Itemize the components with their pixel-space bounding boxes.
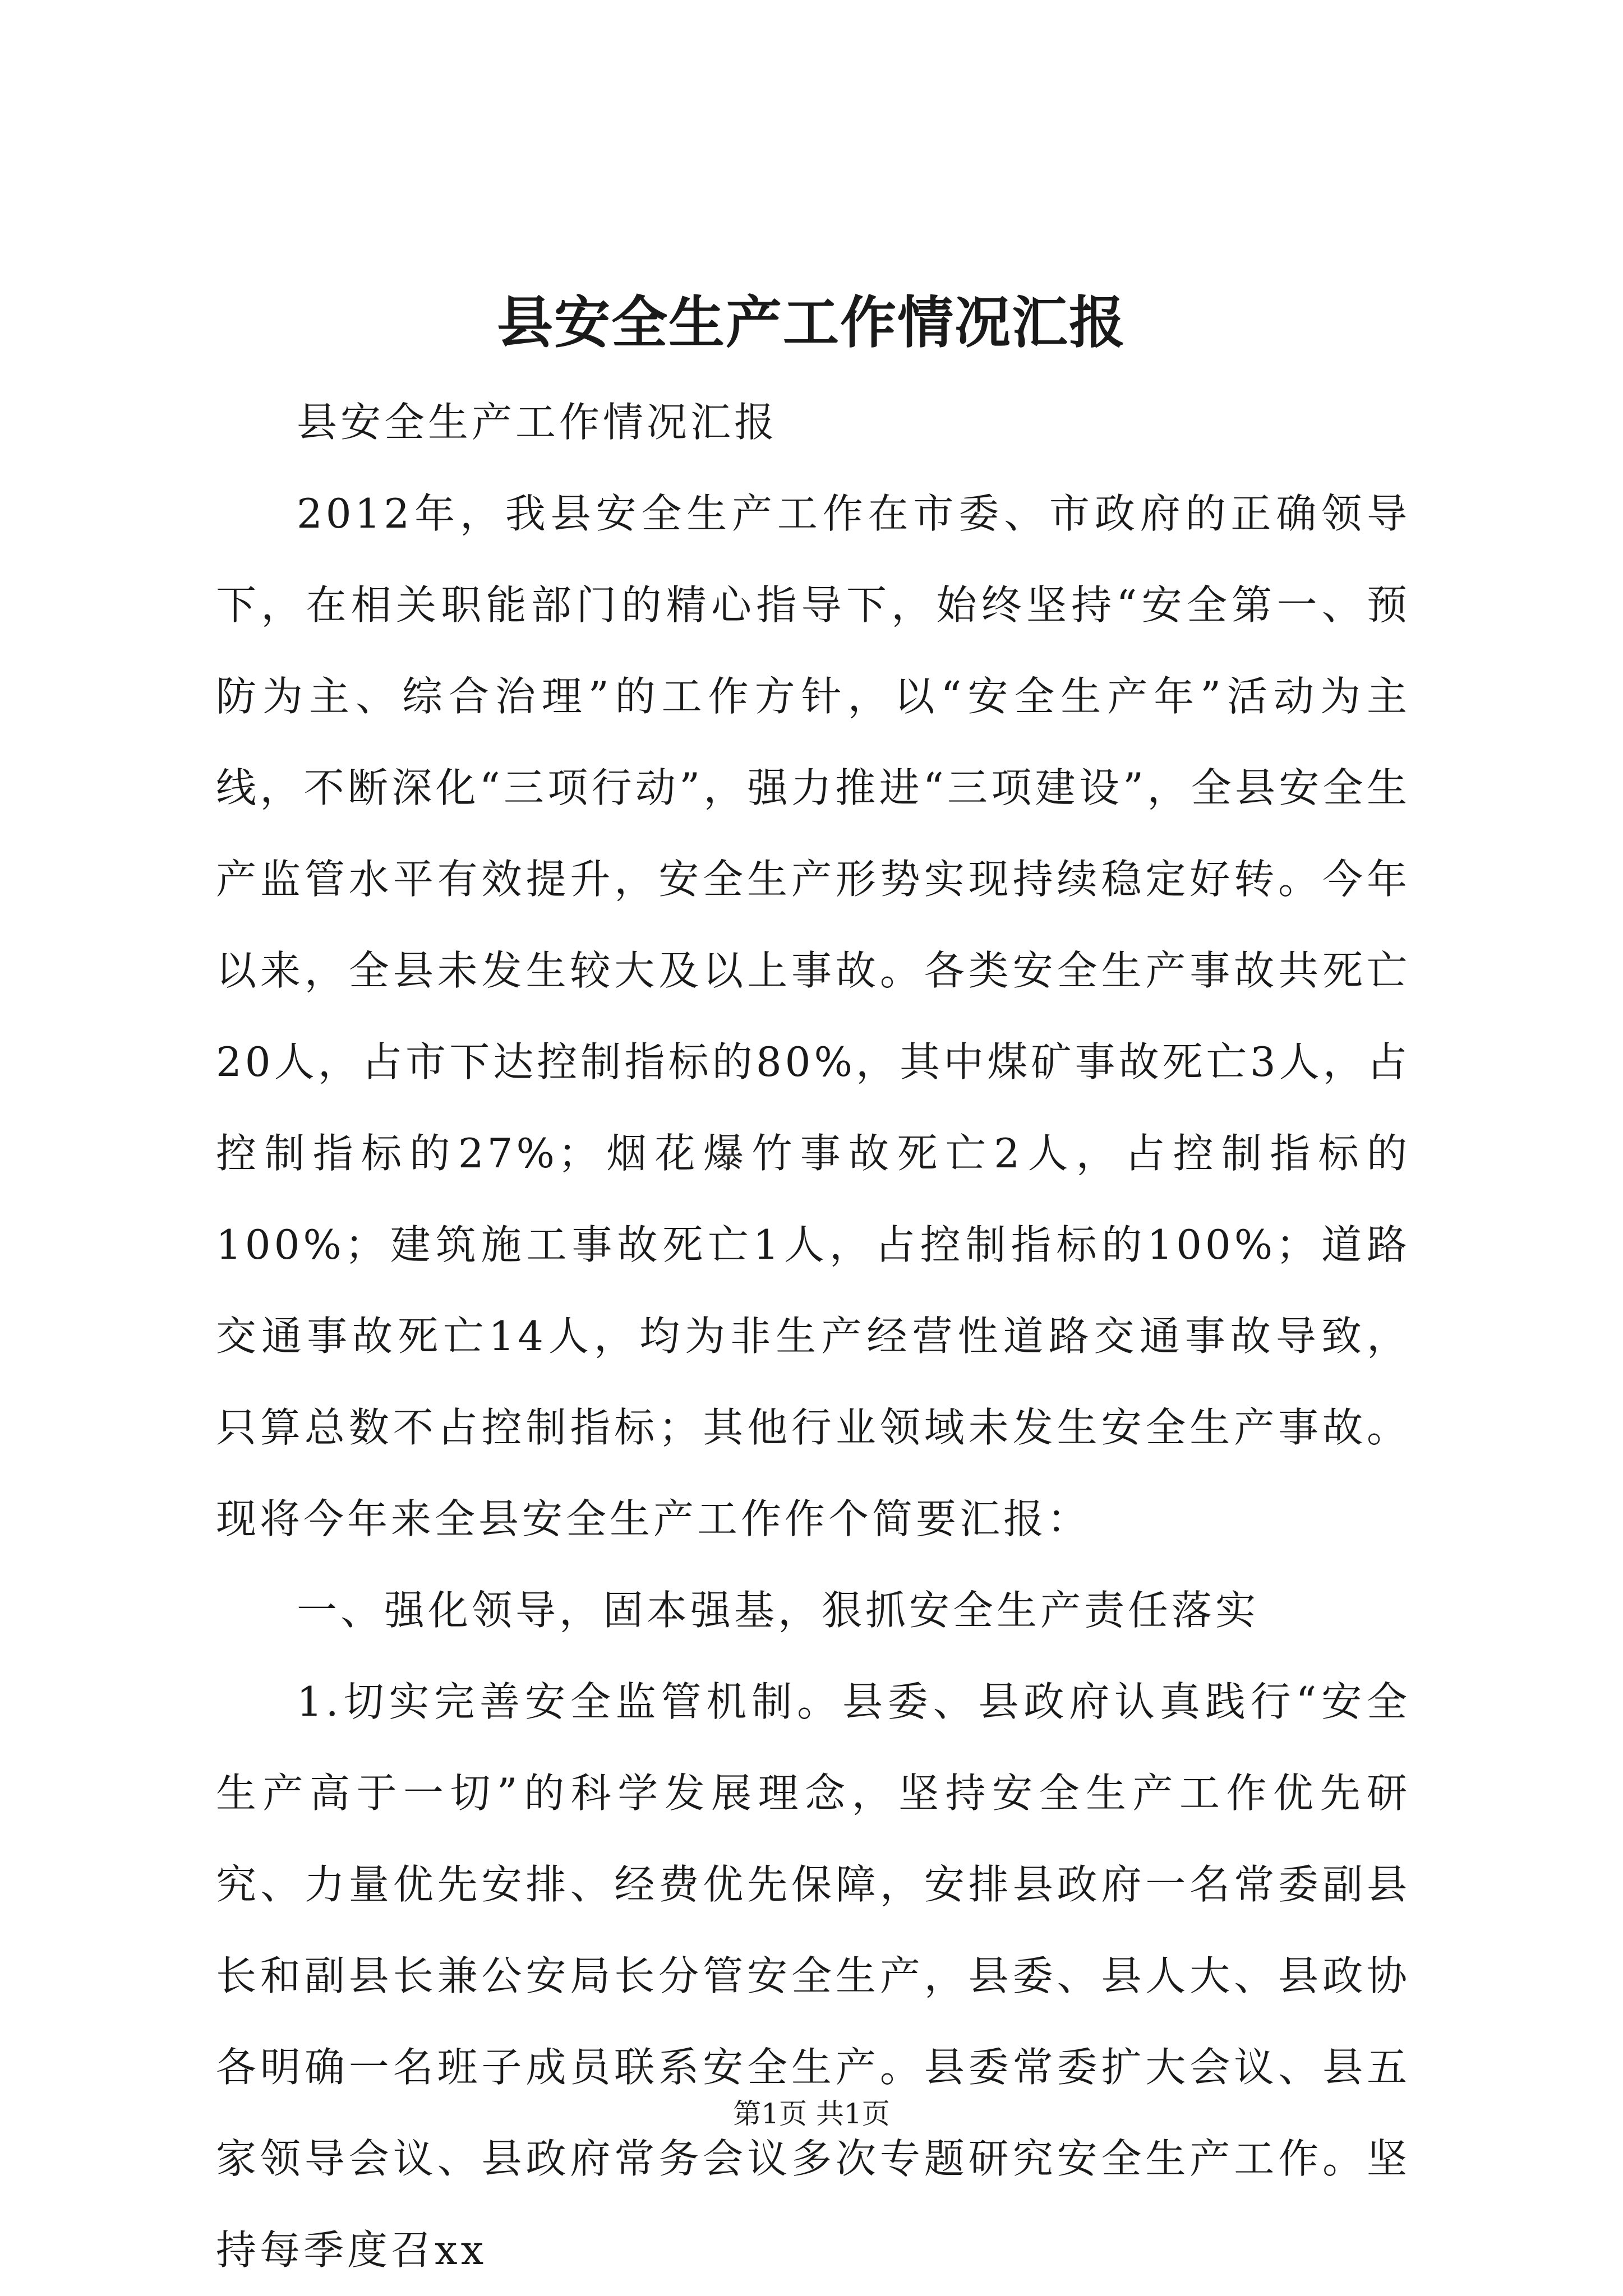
paragraph-intro: 2012年，我县安全生产工作在市委、市政府的正确领导下，在相关职能部门的精心指导下，始终坚持“安全第一、预防为主、综合治理”的工作方针，以“安全生产年”活动为主线，不断深化“三项行动”，强力推进“三项建设”，全县安全生产监管水平有效提升，安全生产形势实现持续稳定好转。今年以来，全县未发生较大及以上事故。各类安全生产事故共死亡20人，占市下达控制指标的80%，其中煤矿事故死亡3人，占控制指标的27%；烟花爆竹事故死亡2人，占控制指标的100%；建筑施工事故死亡1人，占控制指标的100%；道路交通事故死亡14人，均为非生产经营性道路交通事故导致，只算总数不占控制指标；其他行业领域未发生安全生产事故。现将今年来全县安全生产工作作个简要汇报： <box>216 490 1410 1542</box>
page-footer: 第1页 共1页 <box>733 2098 890 2130</box>
paragraph-item-1: 1.切实完善安全监管机制。县委、县政府认真践行“安全生产高于一切”的科学发展理念，坚持安全生产工作优先研究、力量优先安排、经费优先保障，安排县政府一名常委副县长和副县长兼公安局长分管安全生产，县委、县人大、县政协各明确一名班子成员联系安全生产。县委常委扩大会议、县五家领导会议、县政府常务会议多次专题研究安全生产工作。坚持每季度召xx <box>216 1678 1410 2274</box>
section-heading-1: 一、强化领导，固本强基，狠抓安全生产责任落实 <box>297 1587 1260 1634</box>
paragraph-subtitle: 县安全生产工作情况汇报 <box>297 399 778 446</box>
document-title: 县安全生产工作情况汇报 <box>497 289 1126 355</box>
document-body <box>216 377 1410 2296</box>
